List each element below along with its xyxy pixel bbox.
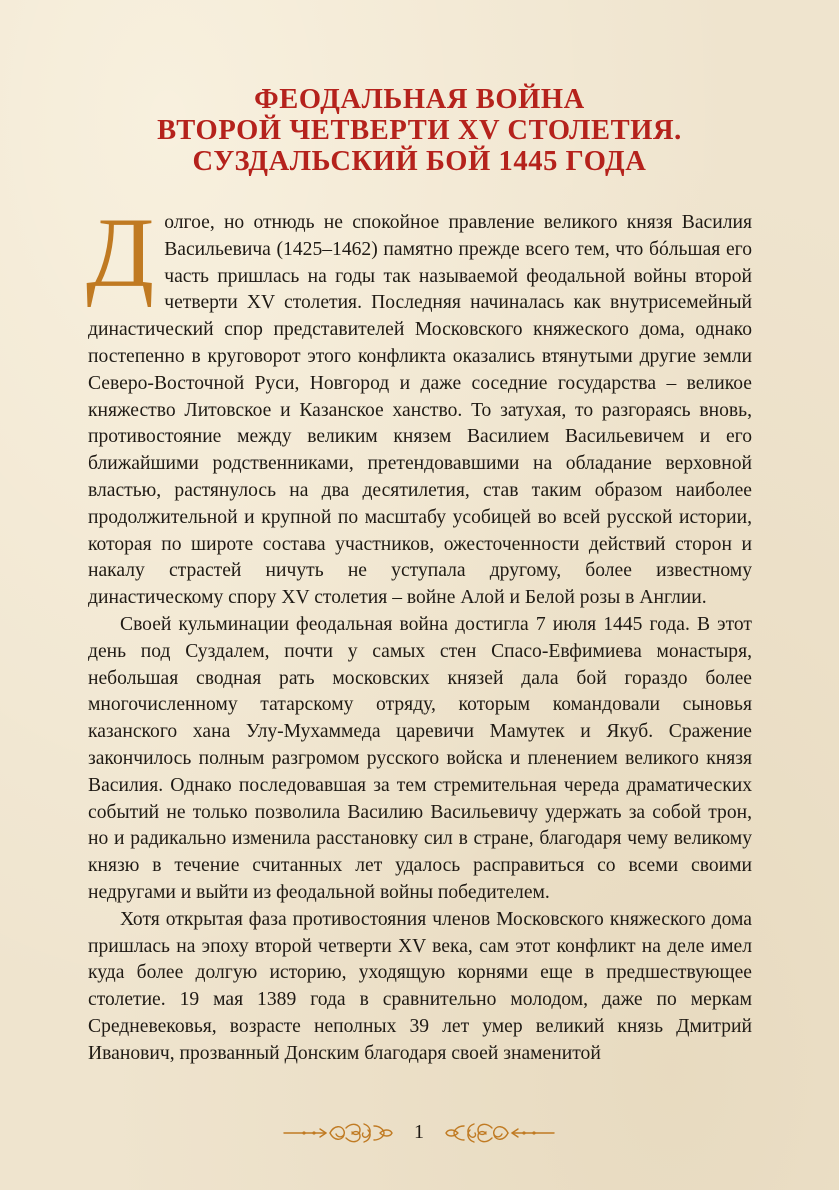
paragraph-3: Хотя открытая фаза противостояния членов Московского княжеского дома пришлась на эпоху второй четверти XV века, сам этот конфликт на деле имел куда более долгую историю, уходящую корнями еще в предшествующее столетие. 19 мая 1389 года в сравнительно молодом, даже по меркам Средневековья, возрасте неполных 39 лет умер великий князь Дмитрий Иванович, прозванный Донским благодаря своей знаменитой [88, 908, 752, 1064]
chapter-title-line-3: СУЗДАЛЬСКИЙ БОЙ 1445 ГОДА [192, 146, 647, 177]
paragraph-1 [86, 197, 752, 612]
paragraph-1-text: олгое, но отнюдь не спокойное правление великого князя Василия Васильевича (1425–1462) памятно прежде всего тем, что бóльшая его часть пришлась на годы так называемой феодальной войны второй четверти XV столетия. Последняя начиналась как внутрисемейный династический спор представителей Московского княжеского дома, однако постепенно в круговорот этого конфликта оказались втянутыми другие земли Северо-Восточной Руси, Новгород и даже соседние государства – великое княжество Литовское и Казанское ханство. То затухая, то разгораясь вновь, противостояние между великим князем Василием Васильевичем и его ближайшими родственниками, претендовавшими на обладание верховной властью, растянулось на два десятилетия, став таким образом наиболее продолжительной и крупной по масштабу усобицей во всей русской истории, которая по широте состава участников, ожесточенности действий сторон и накалу страстей ничуть не уступала другому, более известному династическому спору XV столетия – войне Алой и Белой розы в Англии. [88, 212, 752, 609]
ornament-right-icon [438, 1118, 558, 1148]
body-text [86, 197, 752, 1068]
page-footer [0, 1118, 839, 1148]
page-number: 1 [414, 1121, 424, 1143]
paragraph-2: Своей кульминации феодальная война достигла 7 июля 1445 года. В этот день под Суздалем, почти у самых стен Спасо-Евфимиева монастыря, небольшая сводная рать московских князей дала бой гораздо более многочисленному татарскому отряду, которым командовали сыновья казанского хана Улу-Мухаммеда царевичи Мамутек и Якуб. Сражение закончилось полным разгромом русского войска и пленением великого князя Василия. Однако последовавшая за тем стремительная череда драматических событий не только позволила Василию Васильевичу удержать за собой трон, но и радикально изменила расстановку сил в стране, благодаря чему великому князю в течение считанных лет удалось расправиться со всеми своими недругами и выйти из феодальной войны победителем. [88, 613, 752, 903]
chapter-title-line-1: ФЕОДАЛЬНАЯ ВОЙНА [254, 84, 585, 115]
chapter-title-line-2: ВТОРОЙ ЧЕТВЕРТИ XV СТОЛЕТИЯ. [157, 115, 682, 146]
ornament-left-icon [280, 1118, 400, 1148]
drop-cap: Д [86, 197, 155, 308]
chapter-title [0, 84, 839, 177]
